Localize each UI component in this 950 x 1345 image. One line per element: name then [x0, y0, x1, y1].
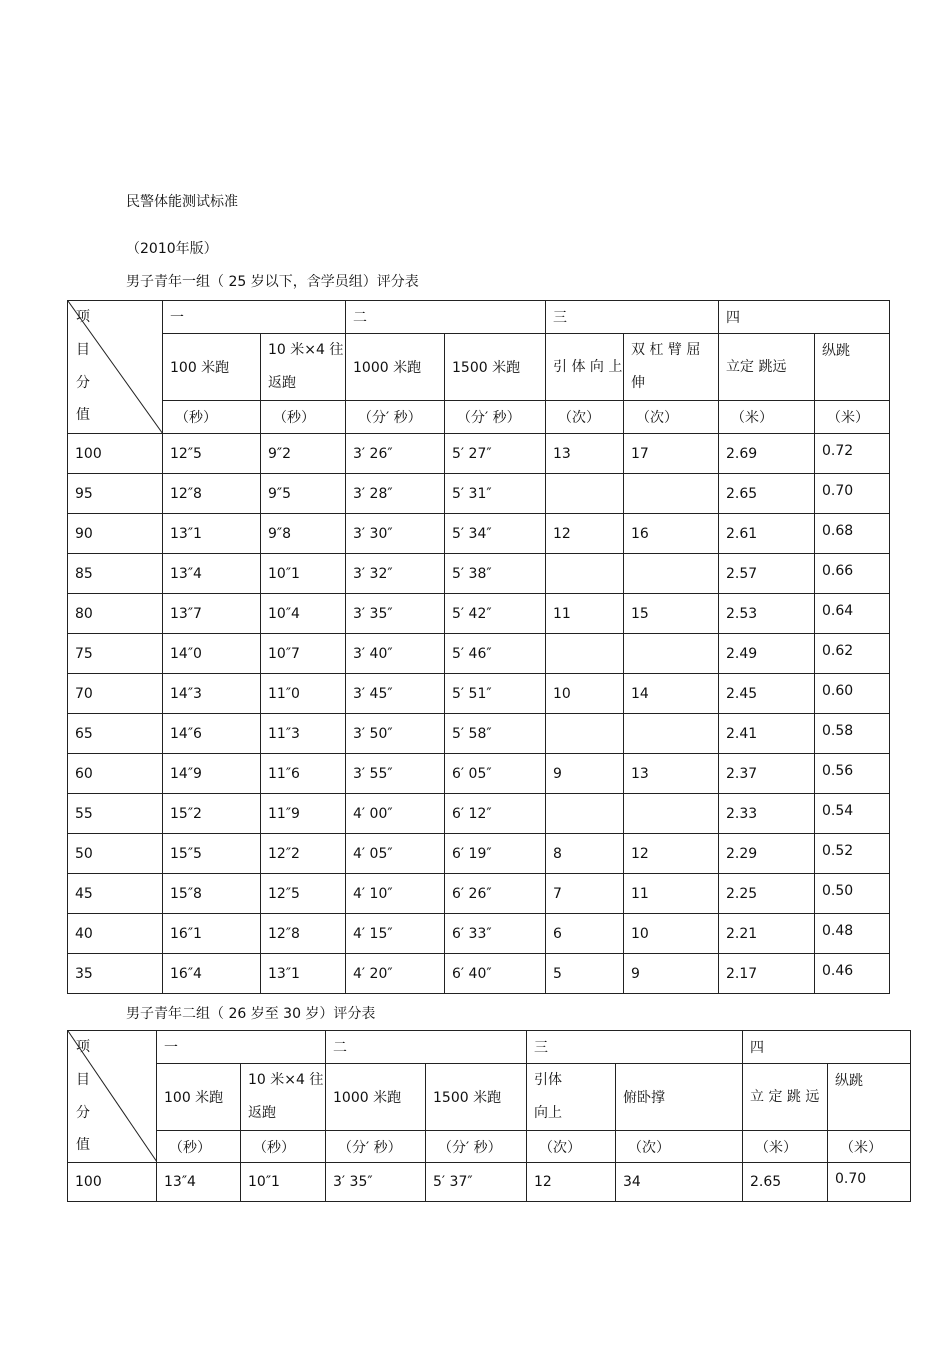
value-cell: 5′ 34″ [445, 514, 546, 554]
value-cell [624, 554, 719, 594]
value-cell: 10″4 [261, 594, 346, 634]
group-header-1: 一 [163, 301, 346, 334]
score-cell: 95 [68, 474, 163, 514]
score-cell: 85 [68, 554, 163, 594]
score-cell: 60 [68, 754, 163, 794]
value-cell: 4′ 20″ [346, 954, 445, 994]
value-cell [546, 474, 624, 514]
table-row [68, 794, 890, 834]
value-cell: 3′ 45″ [346, 674, 445, 714]
unit-header: （米） [815, 401, 890, 434]
value-cell: 0.60 [815, 671, 890, 711]
value-cell: 2.61 [719, 514, 815, 554]
group-header-4: 四 [743, 1031, 911, 1064]
value-cell: 5 [546, 954, 624, 994]
value-cell: 6′ 05″ [445, 754, 546, 794]
value-cell: 4′ 10″ [346, 874, 445, 914]
unit-header: （次） [527, 1131, 616, 1163]
item-header: 1000 米跑 [346, 334, 445, 401]
value-cell: 2.17 [719, 954, 815, 994]
score-cell: 75 [68, 634, 163, 674]
item-header: 纵跳 [815, 334, 890, 401]
value-cell: 13″4 [163, 554, 261, 594]
value-cell: 0.70 [828, 1160, 911, 1199]
table-row [68, 594, 890, 634]
table2-corner-header [68, 1031, 157, 1163]
unit-header: （分′ 秒） [346, 401, 445, 434]
value-cell: 3′ 55″ [346, 754, 445, 794]
value-cell: 11″9 [261, 794, 346, 834]
value-cell: 14″3 [163, 674, 261, 714]
value-cell: 3′ 26″ [346, 434, 445, 474]
value-cell: 3′ 50″ [346, 714, 445, 754]
unit-header: （秒） [261, 401, 346, 434]
value-cell: 2.57 [719, 554, 815, 594]
value-cell: 2.21 [719, 914, 815, 954]
value-cell: 5′ 38″ [445, 554, 546, 594]
value-cell: 11″0 [261, 674, 346, 714]
value-cell: 6′ 40″ [445, 954, 546, 994]
item-header: 100 米跑 [157, 1064, 241, 1131]
corner-label: 目 [76, 1072, 90, 1088]
table-row [68, 754, 890, 794]
value-cell [624, 634, 719, 674]
value-cell: 4′ 15″ [346, 914, 445, 954]
value-cell: 15″5 [163, 834, 261, 874]
value-cell: 0.56 [815, 751, 890, 791]
unit-header: （米） [719, 401, 815, 434]
value-cell: 3′ 40″ [346, 634, 445, 674]
value-cell: 11 [624, 874, 719, 914]
corner-label: 项 [76, 1039, 90, 1055]
item-header: 立 定 跳 远 [743, 1064, 828, 1131]
table-row [68, 674, 890, 714]
value-cell: 15″8 [163, 874, 261, 914]
table1-corner-header [68, 301, 163, 434]
value-cell [624, 714, 719, 754]
value-cell: 14″0 [163, 634, 261, 674]
value-cell: 0.62 [815, 631, 890, 671]
item-header: 立定 跳远 [719, 334, 815, 401]
value-cell: 2.37 [719, 754, 815, 794]
value-cell: 4′ 05″ [346, 834, 445, 874]
item-header: 纵跳 [828, 1064, 911, 1131]
score-cell: 65 [68, 714, 163, 754]
doc-edition: （2010年版） [126, 241, 218, 257]
unit-header: （分′ 秒） [426, 1131, 527, 1163]
unit-header: （秒） [241, 1131, 326, 1163]
value-cell: 5′ 46″ [445, 634, 546, 674]
value-cell: 16″1 [163, 914, 261, 954]
unit-header: （次） [546, 401, 624, 434]
item-header: 1000 米跑 [326, 1064, 426, 1131]
value-cell [546, 554, 624, 594]
table-row [68, 514, 890, 554]
group-header-4: 四 [719, 301, 890, 334]
value-cell: 13 [546, 434, 624, 474]
value-cell [624, 474, 719, 514]
item-header: 引体 向上 [527, 1064, 616, 1131]
value-cell: 2.45 [719, 674, 815, 714]
value-cell: 16″4 [163, 954, 261, 994]
value-cell: 9″5 [261, 474, 346, 514]
value-cell: 11″6 [261, 754, 346, 794]
corner-label: 值 [76, 1137, 90, 1153]
table2-caption: 男子青年二组（ 26 岁至 30 岁）评分表 [126, 1006, 376, 1022]
group-header-3: 三 [546, 301, 719, 334]
value-cell: 0.48 [815, 911, 890, 951]
value-cell: 0.58 [815, 711, 890, 751]
value-cell: 14″6 [163, 714, 261, 754]
value-cell: 12″5 [261, 874, 346, 914]
value-cell: 10″1 [241, 1163, 326, 1202]
value-cell: 2.29 [719, 834, 815, 874]
doc-title: 民警体能测试标准 [126, 194, 238, 210]
value-cell: 15 [624, 594, 719, 634]
item-header: 1500 米跑 [445, 334, 546, 401]
value-cell: 14 [624, 674, 719, 714]
unit-header: （次） [624, 401, 719, 434]
value-cell: 34 [616, 1163, 743, 1202]
value-cell: 2.65 [743, 1163, 828, 1202]
value-cell: 9″2 [261, 434, 346, 474]
unit-header: （分′ 秒） [326, 1131, 426, 1163]
item-header: 双 杠 臂 屈 伸 [624, 334, 719, 401]
unit-header: （次） [616, 1131, 743, 1163]
value-cell: 5′ 31″ [445, 474, 546, 514]
value-cell: 7 [546, 874, 624, 914]
value-cell [624, 794, 719, 834]
value-cell: 11 [546, 594, 624, 634]
table-row [68, 634, 890, 674]
table-row [68, 714, 890, 754]
value-cell [546, 634, 624, 674]
score-cell: 40 [68, 914, 163, 954]
value-cell: 2.33 [719, 794, 815, 834]
score-cell: 80 [68, 594, 163, 634]
item-header: 10 米×4 往返跑 [261, 334, 346, 401]
value-cell: 2.65 [719, 474, 815, 514]
corner-label: 目 [76, 342, 90, 358]
score-cell: 70 [68, 674, 163, 714]
value-cell: 5′ 27″ [445, 434, 546, 474]
value-cell: 13″7 [163, 594, 261, 634]
table-row [68, 554, 890, 594]
value-cell: 8 [546, 834, 624, 874]
item-header: 1500 米跑 [426, 1064, 527, 1131]
value-cell: 3′ 35″ [326, 1163, 426, 1202]
table1-score-table [67, 300, 890, 994]
value-cell: 13 [624, 754, 719, 794]
value-cell: 2.69 [719, 434, 815, 474]
group-header-2: 二 [326, 1031, 527, 1064]
table-row [68, 434, 890, 474]
score-cell: 55 [68, 794, 163, 834]
score-cell: 35 [68, 954, 163, 994]
corner-label: 分 [76, 1105, 90, 1121]
value-cell: 15″2 [163, 794, 261, 834]
value-cell: 2.53 [719, 594, 815, 634]
unit-header: （米） [743, 1131, 828, 1163]
value-cell [546, 714, 624, 754]
value-cell: 3′ 35″ [346, 594, 445, 634]
unit-header: （秒） [157, 1131, 241, 1163]
unit-header: （秒） [163, 401, 261, 434]
table-row [68, 954, 890, 994]
group-header-1: 一 [157, 1031, 326, 1064]
value-cell: 5′ 42″ [445, 594, 546, 634]
value-cell: 14″9 [163, 754, 261, 794]
value-cell: 0.72 [815, 431, 890, 471]
value-cell: 10″7 [261, 634, 346, 674]
value-cell: 12″8 [261, 914, 346, 954]
value-cell: 2.25 [719, 874, 815, 914]
value-cell: 3′ 30″ [346, 514, 445, 554]
value-cell: 12″8 [163, 474, 261, 514]
score-cell: 45 [68, 874, 163, 914]
group-header-2: 二 [346, 301, 546, 334]
value-cell: 5′ 37″ [426, 1163, 527, 1202]
value-cell: 13″1 [261, 954, 346, 994]
table2-score-table [67, 1030, 911, 1202]
value-cell: 2.49 [719, 634, 815, 674]
value-cell: 6′ 12″ [445, 794, 546, 834]
table1-caption: 男子青年一组（ 25 岁以下，含学员组）评分表 [126, 274, 419, 290]
value-cell: 5′ 51″ [445, 674, 546, 714]
value-cell: 2.41 [719, 714, 815, 754]
value-cell: 12″2 [261, 834, 346, 874]
unit-header: （分′ 秒） [445, 401, 546, 434]
corner-label: 项 [76, 309, 90, 325]
value-cell: 0.46 [815, 951, 890, 991]
value-cell: 17 [624, 434, 719, 474]
value-cell: 0.50 [815, 871, 890, 911]
value-cell [546, 794, 624, 834]
value-cell: 10″1 [261, 554, 346, 594]
table-row [68, 834, 890, 874]
value-cell: 16 [624, 514, 719, 554]
value-cell: 10 [546, 674, 624, 714]
value-cell: 3′ 32″ [346, 554, 445, 594]
value-cell: 3′ 28″ [346, 474, 445, 514]
corner-label: 值 [76, 407, 90, 423]
value-cell: 4′ 00″ [346, 794, 445, 834]
group-header-3: 三 [527, 1031, 743, 1064]
unit-header: （米） [828, 1131, 911, 1163]
score-cell: 50 [68, 834, 163, 874]
value-cell: 12″5 [163, 434, 261, 474]
value-cell: 13″1 [163, 514, 261, 554]
score-cell: 100 [68, 434, 163, 474]
item-header: 俯卧撑 [616, 1064, 743, 1131]
value-cell: 0.52 [815, 831, 890, 871]
value-cell: 6′ 26″ [445, 874, 546, 914]
corner-label: 分 [76, 375, 90, 391]
item-header: 100 米跑 [163, 334, 261, 401]
value-cell: 12 [546, 514, 624, 554]
value-cell: 6 [546, 914, 624, 954]
value-cell: 11″3 [261, 714, 346, 754]
value-cell: 6′ 33″ [445, 914, 546, 954]
table-row [68, 1163, 911, 1202]
table-row [68, 874, 890, 914]
table-row [68, 474, 890, 514]
value-cell: 0.66 [815, 551, 890, 591]
value-cell: 5′ 58″ [445, 714, 546, 754]
value-cell: 6′ 19″ [445, 834, 546, 874]
score-cell: 90 [68, 514, 163, 554]
value-cell: 0.64 [815, 591, 890, 631]
value-cell: 0.54 [815, 791, 890, 831]
table-row [68, 914, 890, 954]
value-cell: 9″8 [261, 514, 346, 554]
value-cell: 10 [624, 914, 719, 954]
value-cell: 9 [624, 954, 719, 994]
value-cell: 13″4 [157, 1163, 241, 1202]
value-cell: 0.68 [815, 511, 890, 551]
value-cell: 12 [527, 1163, 616, 1202]
item-header: 10 米×4 往返跑 [241, 1064, 326, 1131]
value-cell: 9 [546, 754, 624, 794]
score-cell: 100 [68, 1163, 157, 1202]
value-cell: 12 [624, 834, 719, 874]
value-cell: 0.70 [815, 471, 890, 511]
item-header: 引 体 向 上 [546, 334, 624, 401]
